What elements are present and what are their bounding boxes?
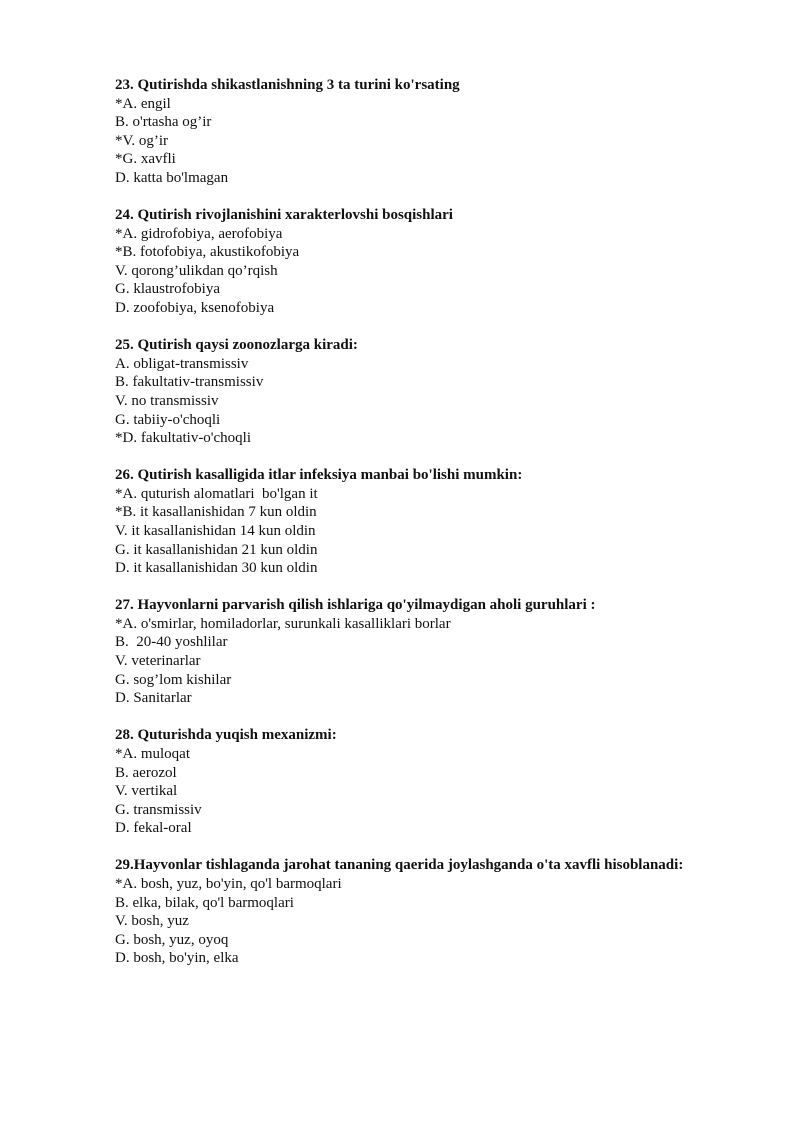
question-title: 24. Qutirish rivojlanishini xarakterlovshi bosqishlari	[115, 207, 453, 224]
answer-option: V. veterinarlar	[115, 653, 201, 670]
answer-option: *A. quturish alomatlari bo'lgan it	[115, 485, 318, 502]
question-24	[115, 206, 775, 318]
answer-option: B. elka, bilak, qo'l barmoqlari	[115, 894, 294, 911]
question-28	[115, 726, 775, 838]
answer-option: *A. bosh, yuz, bo'yin, qo'l barmoqlari	[115, 875, 342, 892]
answer-option: D. it kasallanishidan 30 kun oldin	[115, 560, 318, 577]
answer-option: G. transmissiv	[115, 801, 202, 818]
answer-option: *A. engil	[115, 95, 171, 112]
answer-option: B. fakultativ-transmissiv	[115, 374, 264, 391]
answer-option: D. bosh, bo'yin, elka	[115, 950, 239, 967]
answer-option: *G. xavfli	[115, 151, 176, 168]
answer-option: G. sog’lom kishilar	[115, 671, 232, 688]
answer-option: G. bosh, yuz, oyoq	[115, 931, 229, 948]
question-title: 27. Hayvonlarni parvarish qilish ishlariga qo'yilmaydigan aholi guruhlari :	[115, 597, 596, 614]
answer-option: D. katta bo'lmagan	[115, 169, 229, 186]
answer-option: V. vertikal	[115, 783, 178, 800]
question-23	[115, 76, 775, 188]
answer-option: G. klaustrofobiya	[115, 281, 220, 298]
answer-option: B. aerozol	[115, 764, 177, 781]
question-29	[115, 856, 775, 968]
question-title: 28. Quturishda yuqish mexanizmi:	[115, 727, 337, 744]
answer-option: B. 20-40 yoshlilar	[115, 634, 228, 651]
question-title: 29.Hayvonlar tishlaganda jarohat tananing qaerida joylashganda o'ta xavfli hisoblanadi:	[115, 857, 684, 874]
answer-option: *D. fakultativ-o'choqli	[115, 430, 252, 447]
answer-option: *A. o'smirlar, homiladorlar, surunkali kasalliklari borlar	[115, 615, 451, 632]
answer-option: V. it kasallanishidan 14 kun oldin	[115, 522, 316, 539]
answer-option: V. no transmissiv	[115, 392, 219, 409]
question-title: 26. Qutirish kasalligida itlar infeksiya manbai bo'lishi mumkin:	[115, 467, 523, 484]
question-27	[115, 596, 775, 708]
answer-option: G. tabiiy-o'choqli	[115, 411, 221, 428]
answer-option: *B. fotofobiya, akustikofobiya	[115, 244, 300, 261]
answer-option: D. zoofobiya, ksenofobiya	[115, 300, 275, 317]
answer-option: V. bosh, yuz	[115, 913, 189, 930]
answer-option: B. o'rtasha og’ir	[115, 114, 212, 131]
question-title: 25. Qutirish qaysi zoonozlarga kiradi:	[115, 337, 358, 354]
answer-option: *B. it kasallanishidan 7 kun oldin	[115, 504, 317, 521]
question-title: 23. Qutirishda shikastlanishning 3 ta turini ko'rsating	[115, 77, 460, 93]
answer-option: G. it kasallanishidan 21 kun oldin	[115, 541, 318, 558]
answer-option: *A. muloqat	[115, 745, 190, 762]
answer-option: D. Sanitarlar	[115, 690, 192, 707]
answer-option: *A. gidrofobiya, aerofobiya	[115, 225, 283, 242]
answer-option: D. fekal-oral	[115, 820, 192, 837]
question-sheet	[115, 76, 775, 986]
answer-option: V. qorong’ulikdan qo’rqish	[115, 262, 278, 279]
question-26	[115, 466, 775, 578]
question-25	[115, 336, 775, 448]
answer-option: *V. og’ir	[115, 132, 169, 149]
answer-option: A. obligat-transmissiv	[115, 355, 249, 372]
